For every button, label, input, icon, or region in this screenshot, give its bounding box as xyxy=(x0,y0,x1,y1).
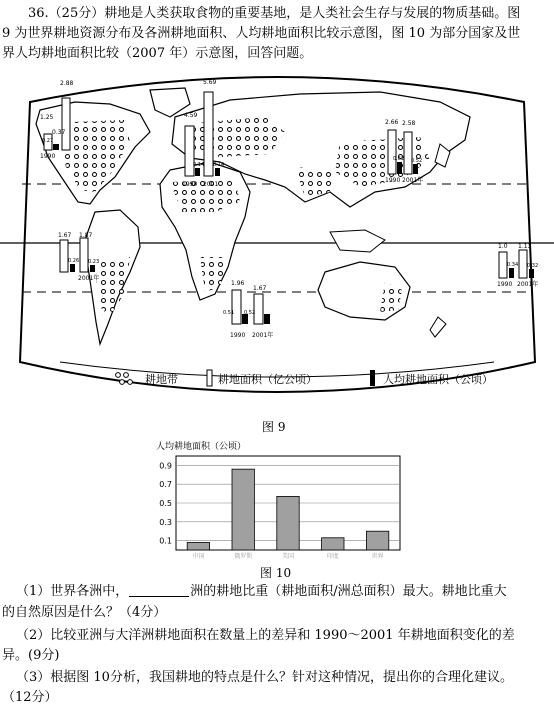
bar-label: 0.62 xyxy=(393,156,405,162)
year-label: 1990 xyxy=(385,177,401,184)
bar-label: 2.58 xyxy=(402,120,416,127)
chart-ylabel: 人均耕地面积（公顷） xyxy=(156,442,247,452)
bar-label: 1.96 xyxy=(231,280,245,287)
bar xyxy=(366,531,388,550)
bar xyxy=(187,542,209,550)
legend-belt-label: 耕地带 xyxy=(145,373,178,386)
question-3-line-1: （3）根据图 10分析，我国耕地的特点是什么？针对这种情况，提出你的合理化建议。 xyxy=(16,670,513,685)
world-map-figure xyxy=(0,62,554,412)
question-2-line-2: 异。(9分) xyxy=(2,648,60,663)
question-line-3: 界人均耕地面积比较（2007 年）示意图，回答问题。 xyxy=(2,46,313,61)
x-tick-label: 世界 xyxy=(371,553,384,560)
bar xyxy=(232,469,254,550)
question-line-2: 9 为世界耕地资源分布及各洲耕地面积、人均耕地面积比较示意图，图 10 为部分国家及世 xyxy=(2,26,521,41)
bar-label: 4.59 xyxy=(184,112,198,119)
year-label: 1990 xyxy=(497,281,513,288)
year-label: 2001年 xyxy=(78,275,100,282)
bar-label: 0.51 xyxy=(223,310,235,316)
y-tick-label: 0.5 xyxy=(159,499,172,508)
q1-part-b: 洲的耕地比重（耕地面积/洲总面积）最大。耕地比重大 xyxy=(190,584,507,599)
x-tick-label: 印度 xyxy=(326,553,339,560)
bar-label: 1.0 xyxy=(498,243,508,250)
bar xyxy=(277,496,299,550)
bar-label: 2.88 xyxy=(60,80,74,87)
answer-blank[interactable] xyxy=(129,582,189,597)
y-tick-label: 0.9 xyxy=(159,461,172,471)
bar-label: 0.52 xyxy=(411,158,423,164)
bar-label: 5.69 xyxy=(203,79,217,86)
bar-label: 0.23 xyxy=(88,259,100,265)
question-1-line-2: 的自然原因是什么？（4分） xyxy=(2,605,167,620)
x-tick-label: 美国 xyxy=(281,553,295,560)
year-label: 1990 xyxy=(230,332,246,339)
bar-label: 1.87 xyxy=(79,232,93,239)
year-label: 2001 xyxy=(203,181,219,188)
year-label: 2001年 xyxy=(402,177,424,184)
bar-label: 0.52 xyxy=(244,310,256,316)
bar-label: 0.32 xyxy=(527,263,539,269)
bar-label: 0.14 xyxy=(193,162,205,168)
question-1-line-1 xyxy=(16,582,507,601)
year-label: 2001年 xyxy=(252,332,274,339)
bar-label: 2.66 xyxy=(385,119,399,126)
year-label: 2001年 xyxy=(517,281,539,288)
bar-group-south-america xyxy=(497,243,538,288)
legend-percap-label: 人均耕地面积（公顷） xyxy=(383,373,493,386)
question-line-1: 36.（25分）耕地是人类获取食物的重要基地，是人类社会生存与发展的物质基础。图 xyxy=(28,6,521,21)
bar-label: 1.67 xyxy=(58,232,72,239)
bar-label: 1.13 xyxy=(518,243,532,250)
bar-label: 0.34 xyxy=(507,262,519,268)
bar-label: 1.67 xyxy=(253,285,267,292)
legend-area-label: 耕地面积（亿公顷） xyxy=(218,373,317,386)
bar xyxy=(322,538,344,550)
y-tick-label: 0.7 xyxy=(159,480,172,490)
figure-10-chart xyxy=(140,438,410,560)
y-tick-label: 0.3 xyxy=(159,517,172,527)
map-legend xyxy=(116,370,493,386)
bar-label: 0.26 xyxy=(68,258,80,264)
bar-label: 0.14 xyxy=(213,162,225,168)
figure-10-caption: 图 10 xyxy=(260,566,292,580)
year-label: 1990 xyxy=(40,153,56,160)
year-label: 1990 xyxy=(182,181,198,188)
y-tick-label: 0.1 xyxy=(159,536,172,546)
question-3-line-2: （12分） xyxy=(2,690,58,705)
question-2-line-1: （2）比较亚洲与大洋洲耕地面积在数量上的差异和 1990～2001 年耕地面积变化的差 xyxy=(16,628,515,643)
x-tick-label: 中国 xyxy=(192,553,205,560)
bar-label: 0.37 xyxy=(52,129,66,136)
bar-label: 0.27 xyxy=(42,138,54,144)
figure-9-caption: 图 9 xyxy=(262,420,286,434)
q1-part-a: （1）世界各洲中， xyxy=(16,584,129,599)
x-tick-label: 俄罗斯 xyxy=(234,553,253,560)
bar-label: 1.25 xyxy=(40,114,54,121)
